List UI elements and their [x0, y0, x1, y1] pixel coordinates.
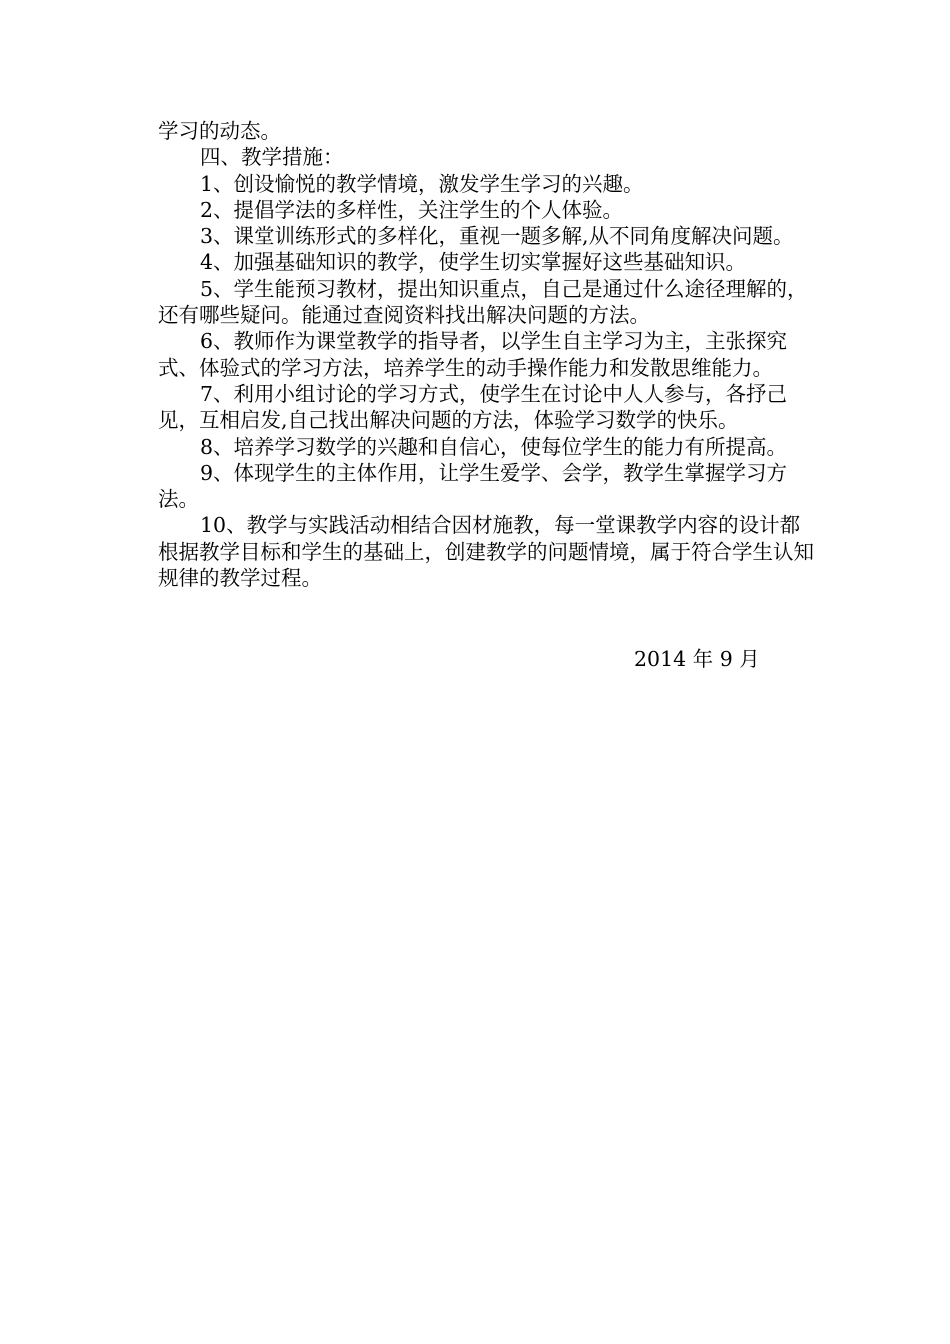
document-body	[158, 118, 818, 591]
continuation-text: 学习的动态。	[158, 119, 281, 143]
document-date: 2014 年 9 月	[634, 647, 760, 671]
section-heading: 四、教学措施：	[200, 145, 344, 170]
measure-item-5: 5、学生能预习教材，提出知识重点，自己是通过什么途径理解的，还有哪些疑问。能通过查阅资料找出解决问题的方法。	[158, 276, 808, 328]
measure-item-9: 9、体现学生的主体作用，让学生爱学、会学，教学生掌握学习方法。	[158, 460, 788, 512]
measure-item-1: 1、创设愉悦的教学情境，激发学生学习的兴趣。	[200, 171, 644, 196]
measure-item-10: 10、教学与实践活动相结合因材施教，每一堂课教学内容的设计都根据教学目标和学生的基础上，创建教学的问题情境，属于符合学生认知规律的教学过程。	[158, 513, 814, 591]
measure-item-8: 8、培养学习数学的兴趣和自信心，使每位学生的能力有所提高。	[200, 434, 788, 459]
measure-item-4: 4、加强基础知识的教学，使学生切实掌握好这些基础知识。	[200, 250, 747, 275]
measure-item-3: 3、课堂训练形式的多样化，重视一题多解,从不同角度解决问题。	[200, 224, 794, 249]
measure-item-7: 7、利用小组讨论的学习方式，使学生在讨论中人人参与，各抒己见，互相启发,自己找出解决问题的方法，体验学习数学的快乐。	[158, 381, 788, 433]
measure-item-6: 6、教师作为课堂教学的指导者，以学生自主学习为主，主张探究式、体验式的学习方法，培养学生的动手操作能力和发散思维能力。	[158, 329, 788, 380]
measure-item-2: 2、提倡学法的多样性，关注学生的个人体验。	[200, 197, 624, 222]
